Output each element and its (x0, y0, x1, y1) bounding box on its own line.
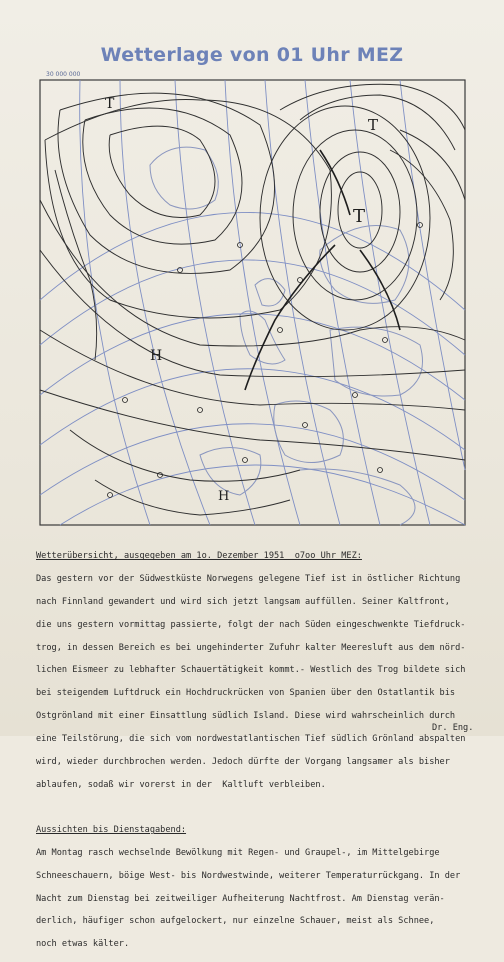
overview-line: ablaufen, sodaß wir vorerst in der Kaltluft verbleiben. (36, 779, 326, 790)
low-pressure-marker: T (353, 206, 366, 227)
overview-line: Ostgrönland mit einer Einsattlung südlich Island. Diese wird wahrscheinlich durch (36, 711, 456, 722)
low-pressure-marker: T (105, 96, 115, 112)
outlook-line: Am Montag rasch wechselnde Bewölkung mit Regen- und Graupel-, im Mittelgebirge (36, 847, 440, 858)
map-title: Wetterlage von 01 Uhr MEZ (100, 44, 404, 66)
high-pressure-marker: H (218, 489, 230, 504)
overview-line: nach Finnland gewandert und wird sich jetzt langsam auffüllen. Seiner Kaltfront, (36, 597, 450, 608)
overview-line: die uns gestern vormittag passierte, folgt der nach Süden eingeschwenkte Tiefdruck- (36, 619, 466, 630)
outlook-line: noch etwas kälter. (36, 939, 130, 950)
outlook-line: Nacht zum Dienstag bei zeitweiliger Aufheiterung Nachtfrost. Am Dienstag verän- (36, 893, 445, 904)
overview-line: trog, in dessen Bereich es bei ungehinderter Zufuhr kalter Meeresluft aus dem nörd- (36, 642, 466, 653)
overview-line: wird, wieder durchbrochen werden. Jedoch dürfte der Vorgang langsamer als bisher (36, 756, 450, 767)
outlook-heading: Aussichten bis Dienstagabend: (36, 825, 187, 836)
low-pressure-marker: T (368, 116, 379, 134)
overview-line: bei steigendem Luftdruck ein Hochdruckrücken von Spanien über den Ostatlantik bis (36, 688, 456, 699)
overview-line: Das gestern vor der Südwestküste Norwegens gelegene Tief ist in östlicher Richtung (36, 574, 461, 585)
overview-heading: Wetterübersicht, ausgegeben am 1o. Dezember 1951 o7oo Uhr MEZ: (36, 551, 362, 562)
isobars (40, 84, 465, 515)
outlook-line: Schneeschauern, böige West- bis Nordwestwinde, weiterer Temperaturrückgang. In der (36, 870, 461, 881)
weather-report (36, 540, 476, 962)
signature: Dr. Eng. (432, 723, 474, 733)
outlook-line: derlich, häufiger schon aufgelockert, nur einzelne Schauer, meist als Schnee, (36, 916, 435, 927)
overview-line: lichen Eismeer zu lebhafter Schauertätigkeit kommt.- Westlich des Trog bildete sich (36, 665, 466, 676)
overview-line: eine Teilstörung, die sich vom nordwestatlantischen Tief südlich Grönland abspalten (36, 733, 466, 744)
scale-label: 30 000 000 (46, 71, 81, 78)
high-pressure-marker: H (150, 348, 163, 364)
